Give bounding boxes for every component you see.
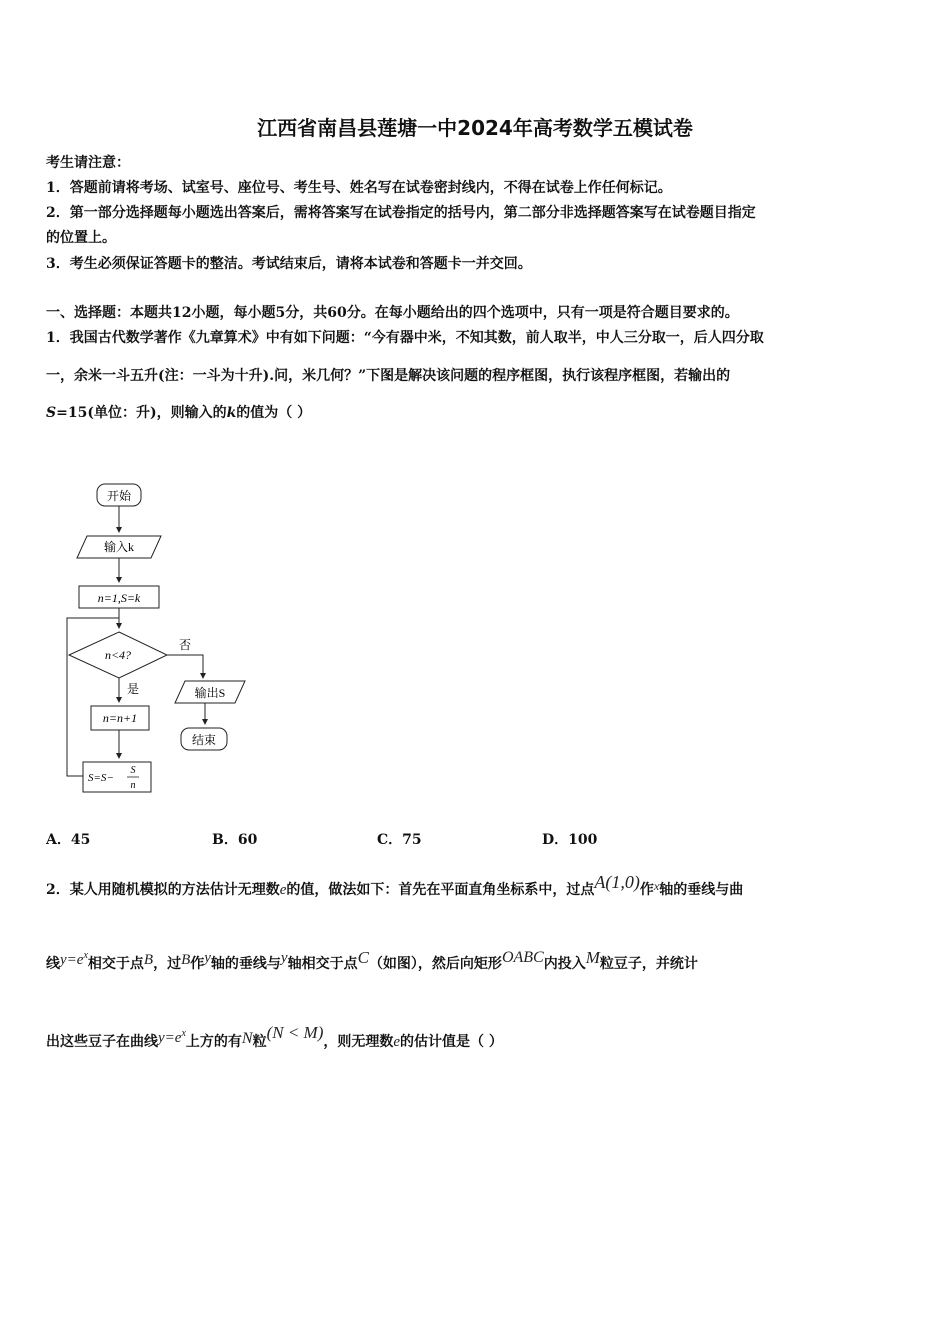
q2-line-3: 出这些豆子在曲线$y=e^x$上方的有N粒(N < M)，则无理数e的估计值是（ ） <box>46 1023 503 1050</box>
end-label: 结束 <box>191 733 217 747</box>
var-s: S <box>46 405 57 421</box>
var-y: y <box>204 950 211 966</box>
var-m: M <box>585 948 600 967</box>
flowchart <box>55 478 265 803</box>
point-c: C <box>357 948 369 967</box>
page-title: 江西省南昌县莲塘一中2024年高考数学五模试卷 <box>257 116 693 140</box>
var-x: x <box>653 879 660 893</box>
update-denominator: n <box>130 780 136 791</box>
var-e: e <box>279 882 287 898</box>
q1-line-3: S=15(单位：升)，则输入的k的值为（ ） <box>46 405 312 421</box>
notice-item-2b: 的位置上。 <box>46 230 116 246</box>
var-e-ref: e <box>393 1034 401 1050</box>
update-numerator: S <box>130 765 136 776</box>
point-a: A(1,0) <box>594 872 640 892</box>
condition-label: n<4? <box>104 648 132 662</box>
option-a[interactable]: A．45 <box>46 832 91 848</box>
q2-line-2: 线$y=e^x$相交于点B，过B作y轴的垂线与y轴相交于点C（如图），然后向矩形OABC内投入M粒豆子，并统计 <box>46 948 698 972</box>
start-label: 开始 <box>106 489 132 503</box>
condition-n-m: (N < M) <box>266 1023 324 1042</box>
notice-heading: 考生请注意： <box>46 155 130 171</box>
no-label: 否 <box>179 638 192 652</box>
point-b-ref: B <box>181 952 191 968</box>
increment-label: n=n+1 <box>102 711 138 725</box>
rect-oabc: OABC <box>501 949 544 966</box>
section-heading: 一、选择题：本题共12小题，每小题5分，共60分。在每小题给出的四个选项中，只有一项是符合题目要求的。 <box>46 305 739 321</box>
notice-item-1: 1．答题前请将考场、试室号、座位号、考生号、姓名写在试卷密封线内，不得在试卷上作任何标记。 <box>46 180 672 196</box>
q1-line-1: 1．我国古代数学著作《九章算术》中有如下问题：“今有器中米，不知其数，前人取半，中人三分取一，后人四分取 <box>46 330 764 346</box>
curve-equation: $y=e^x$ <box>60 950 88 968</box>
yes-label: 是 <box>127 682 140 696</box>
notice-item-2a: 2．第一部分选择题每小题选出答案后，需将答案写在试卷指定的括号内，第二部分非选择题答案写在试卷题目指定 <box>46 205 756 221</box>
var-y-ref: y <box>280 950 288 966</box>
curve-equation-2: $y=e^x$ <box>158 1028 186 1046</box>
q1-line-2: 一，余米一斗五升(注：一斗为十升).问，米几何？”下图是解决该问题的程序框图，执行该程序框图，若输出的 <box>46 368 731 384</box>
var-n: N <box>241 1030 253 1047</box>
update-lhs: S=S− <box>88 772 114 784</box>
point-b: B <box>143 952 154 968</box>
output-label: 输出S <box>194 686 226 700</box>
var-k: k <box>226 405 237 421</box>
option-c[interactable]: C．75 <box>377 832 422 848</box>
q2-line-1: 2．某人用随机模拟的方法估计无理数e的值，做法如下：首先在平面直角坐标系中，过点A(1,0)作x轴的垂线与曲 <box>46 872 744 898</box>
notice-item-3: 3．考生必须保证答题卡的整洁。考试结束后，请将本试卷和答题卡一并交回。 <box>46 256 532 272</box>
option-b[interactable]: B．60 <box>212 832 258 848</box>
option-d[interactable]: D．100 <box>542 832 598 848</box>
init-label: n=1,S=k <box>97 591 141 605</box>
input-label: 输入k <box>103 540 135 554</box>
